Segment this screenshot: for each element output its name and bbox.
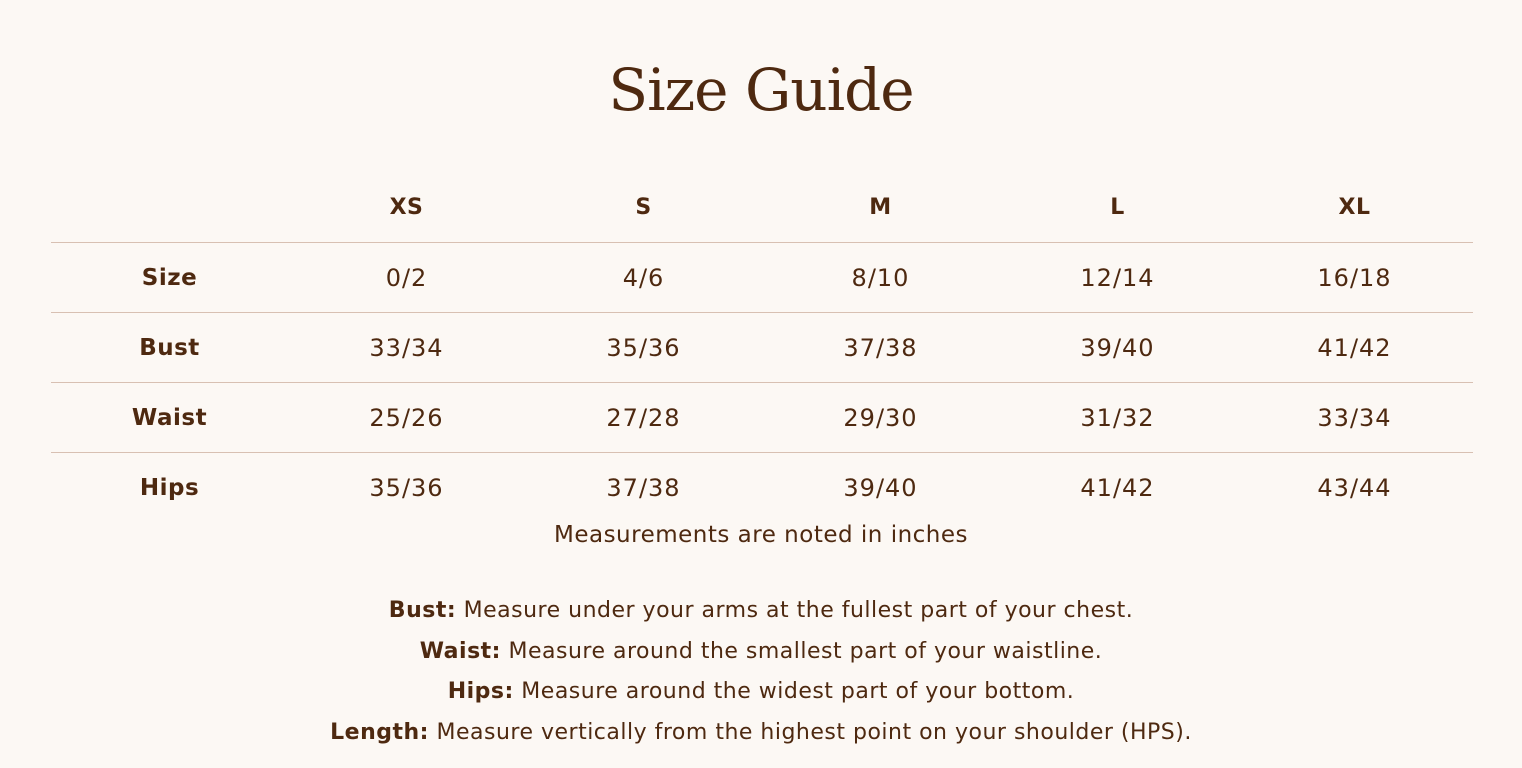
table-cell: 35/36 bbox=[606, 333, 681, 362]
measuring-instructions bbox=[0, 591, 1522, 754]
page-title: Size Guide bbox=[608, 56, 914, 124]
table-cell: 33/34 bbox=[369, 333, 444, 362]
table-cell: 39/40 bbox=[843, 473, 918, 502]
table-cell: 35/36 bbox=[369, 473, 444, 502]
table-cell: 12/14 bbox=[1080, 263, 1155, 292]
instruction-text: Measure under your arms at the fullest part of your chest. bbox=[456, 598, 1134, 623]
instruction-hips bbox=[0, 672, 1522, 713]
instruction-term: Bust: bbox=[388, 598, 457, 623]
table-cell: 27/28 bbox=[606, 403, 681, 432]
table-cell: 41/42 bbox=[1317, 333, 1392, 362]
table-row-size bbox=[51, 243, 1473, 313]
table-cell: 0/2 bbox=[385, 263, 428, 292]
table-cell: 33/34 bbox=[1317, 403, 1392, 432]
table-cell: 8/10 bbox=[851, 263, 910, 292]
column-header-m: M bbox=[869, 194, 892, 220]
column-header-s: S bbox=[635, 194, 652, 220]
table-cell: 41/42 bbox=[1080, 473, 1155, 502]
instruction-text: Measure around the smallest part of your waistline. bbox=[500, 638, 1103, 664]
row-label-waist: Waist bbox=[131, 404, 208, 431]
table-cell: 16/18 bbox=[1317, 263, 1392, 292]
table-cell: 39/40 bbox=[1080, 333, 1155, 362]
instruction-text: Measure vertically from the highest point on your shoulder (HPS). bbox=[428, 720, 1192, 746]
table-cell: 31/32 bbox=[1080, 403, 1155, 432]
table-row-waist bbox=[51, 383, 1473, 453]
measurement-units-note: Measurements are noted in inches bbox=[553, 522, 969, 548]
column-header-xs: XS bbox=[389, 194, 424, 220]
table-cell: 29/30 bbox=[843, 403, 918, 432]
instruction-text: Measure around the widest part of your bottom. bbox=[513, 679, 1075, 705]
column-header-l: L bbox=[1110, 194, 1125, 220]
table-cell: 43/44 bbox=[1317, 473, 1392, 502]
instruction-waist bbox=[0, 632, 1522, 673]
header-empty-cell bbox=[51, 172, 288, 243]
row-label-size: Size bbox=[141, 264, 198, 291]
row-label-bust: Bust bbox=[139, 334, 200, 361]
table-row-bust bbox=[51, 313, 1473, 383]
instruction-term: Hips: bbox=[447, 679, 514, 705]
table-row-hips bbox=[51, 453, 1473, 523]
table-cell: 37/38 bbox=[606, 473, 681, 502]
table-cell: 4/6 bbox=[622, 263, 665, 292]
instruction-length bbox=[0, 713, 1522, 754]
instruction-term: Length: bbox=[330, 720, 429, 746]
size-chart-table bbox=[51, 172, 1473, 522]
table-cell: 25/26 bbox=[369, 403, 444, 432]
row-label-hips: Hips bbox=[139, 474, 200, 501]
table-cell: 37/38 bbox=[843, 333, 918, 362]
instruction-term: Waist: bbox=[419, 638, 501, 664]
column-header-xl: XL bbox=[1338, 194, 1371, 220]
table-header-row bbox=[51, 172, 1473, 243]
instruction-bust bbox=[0, 591, 1522, 632]
